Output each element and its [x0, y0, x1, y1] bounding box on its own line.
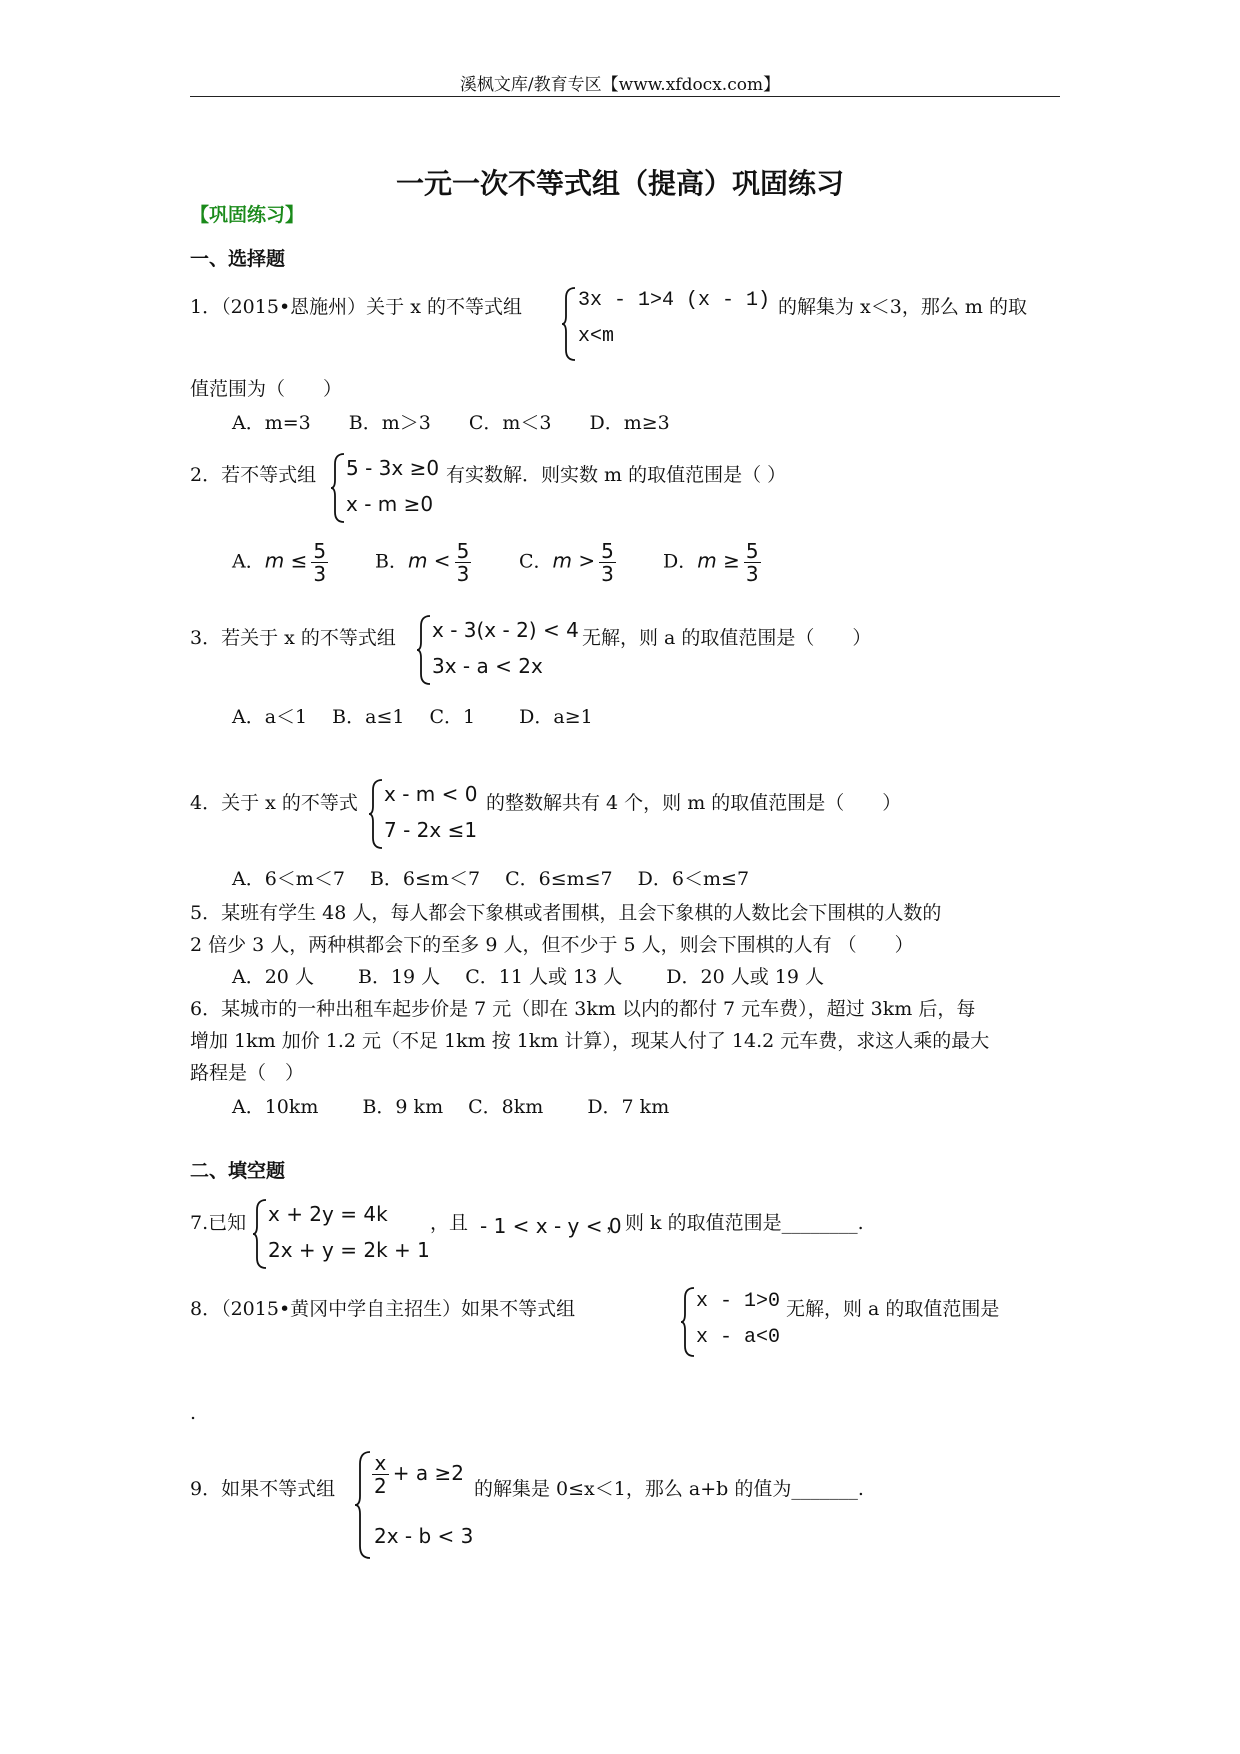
q9-ineq-2: 2x - b < 3 — [374, 1524, 474, 1548]
q3-suffix: 无解，则 a 的取值范围是（ ） — [582, 627, 872, 649]
q8-ineq-2: x - a<0 — [696, 1326, 781, 1349]
q8-system — [696, 1284, 780, 1356]
practice-tag: 【巩固练习】 — [190, 204, 305, 226]
q2-brace — [330, 452, 346, 524]
header-rule — [190, 96, 1060, 97]
q9-suffix: 的解集是 0≤x＜1，那么 a+b 的值为_______. — [474, 1478, 864, 1500]
q3-brace — [416, 614, 432, 686]
q1-system — [578, 283, 770, 355]
q4-system — [384, 776, 477, 848]
q7-suffix: ，则 k 的取值范围是________. — [606, 1212, 864, 1234]
q4-prefix: 4．关于 x 的不等式 — [190, 792, 358, 814]
q1-brace — [561, 286, 577, 362]
q2-prefix: 2．若不等式组 — [190, 464, 317, 486]
q1-ineq-1: 3x - 1>4 (x - 1) — [578, 289, 771, 312]
q8-ineq-1: x - 1>0 — [696, 1290, 781, 1313]
q6-options: A．10km B．9 km C．8km D．7 km — [232, 1096, 670, 1118]
q7-condition: - 1 < x - y < 0 — [480, 1214, 622, 1238]
q4-suffix: 的整数解共有 4 个，则 m 的取值范围是（ ） — [486, 792, 902, 814]
q1-ineq-2: x<m — [578, 325, 615, 348]
q2-ineq-2: x - m ≥0 — [346, 492, 434, 516]
q3-options: A．a＜1 B．a≤1 C．1 D．a≥1 — [232, 706, 593, 728]
section-fill: 二、填空题 — [190, 1160, 286, 1182]
q9-prefix: 9．如果不等式组 — [190, 1478, 336, 1500]
q6-line-2: 增加 1km 加价 1.2 元（不足 1km 按 1km 计算），现某人付了 14.2 元车费，求这人乘的最大 — [190, 1030, 990, 1052]
q7-eq-2: 2x + y = 2k + 1 — [268, 1238, 430, 1262]
q2-system — [346, 450, 439, 522]
q9-ineq-1: $\frac{x}{2}$ + a ≥2 — [374, 1451, 464, 1498]
q2-suffix: 有实数解．则实数 m 的取值范围是（ ） — [446, 464, 787, 486]
q8-brace — [680, 1286, 696, 1358]
q2-option-c: C．m > $\frac{5}{3}$ — [519, 539, 614, 586]
q4-ineq-1: x - m < 0 — [384, 782, 478, 806]
q7-eq-1: x + 2y = 4k — [268, 1202, 388, 1226]
q8-prefix: 8．（2015•黄冈中学自主招生）如果不等式组 — [190, 1298, 576, 1320]
q3-ineq-1: x - 3(x - 2) < 4 — [432, 618, 579, 642]
page-header: 溪枫文库/教育专区【www.xfdocx.com】 — [459, 75, 781, 95]
q8-answer-dot: . — [190, 1402, 197, 1424]
q1-continued: 值范围为（ ） — [190, 378, 343, 400]
q2-option-d: D．m ≥ $\frac{5}{3}$ — [663, 539, 759, 586]
q7-brace — [252, 1198, 268, 1270]
q2-ineq-1: 5 - 3x ≥0 — [346, 456, 440, 480]
q3-ineq-2: 3x - a < 2x — [432, 654, 543, 678]
q4-options: A．6＜m＜7 B．6≤m＜7 C．6≤m≤7 D．6＜m≤7 — [232, 868, 750, 890]
q5-options: A．20 人 B．19 人 C．11 人或 13 人 D．20 人或 19 人 — [232, 966, 824, 988]
q5-line-2: 2 倍少 3 人，两种棋都会下的至多 9 人，但不少于 5 人，则会下围棋的人有 （ ） — [190, 934, 914, 956]
q2-option-b: B．m < $\frac{5}{3}$ — [375, 539, 470, 586]
q3-system — [432, 612, 579, 684]
q8-suffix: 无解，则 a 的取值范围是 — [786, 1298, 1000, 1320]
q7-prefix: 7.已知 — [190, 1212, 247, 1234]
section-choice: 一、选择题 — [190, 248, 286, 270]
page-title: 一元一次不等式组（提高）巩固练习 — [395, 167, 844, 200]
q1-options: A．m=3 B．m＞3 C．m＜3 D．m≥3 — [232, 412, 670, 434]
q6-line-1: 6．某城市的一种出租车起步价是 7 元（即在 3km 以内的都付 7 元车费），超过 3km 后，每 — [190, 998, 976, 1020]
q7-mid: ，且 — [430, 1212, 469, 1234]
q1-prefix: 1．（2015•恩施州）关于 x 的不等式组 — [190, 296, 522, 318]
q6-line-3: 路程是（ ） — [190, 1062, 305, 1084]
q3-prefix: 3．若关于 x 的不等式组 — [190, 627, 396, 649]
q4-ineq-2: 7 - 2x ≤1 — [384, 818, 478, 842]
q5-line-1: 5．某班有学生 48 人，每人都会下象棋或者围棋，且会下象棋的人数比会下围棋的人数的 — [190, 902, 942, 924]
q2-option-a: A．m ≤ $\frac{5}{3}$ — [232, 539, 327, 586]
q9-brace — [354, 1450, 372, 1560]
q4-brace — [368, 778, 384, 850]
q1-suffix: 的解集为 x＜3，那么 m 的取 — [778, 296, 1027, 318]
q7-system — [268, 1196, 430, 1268]
